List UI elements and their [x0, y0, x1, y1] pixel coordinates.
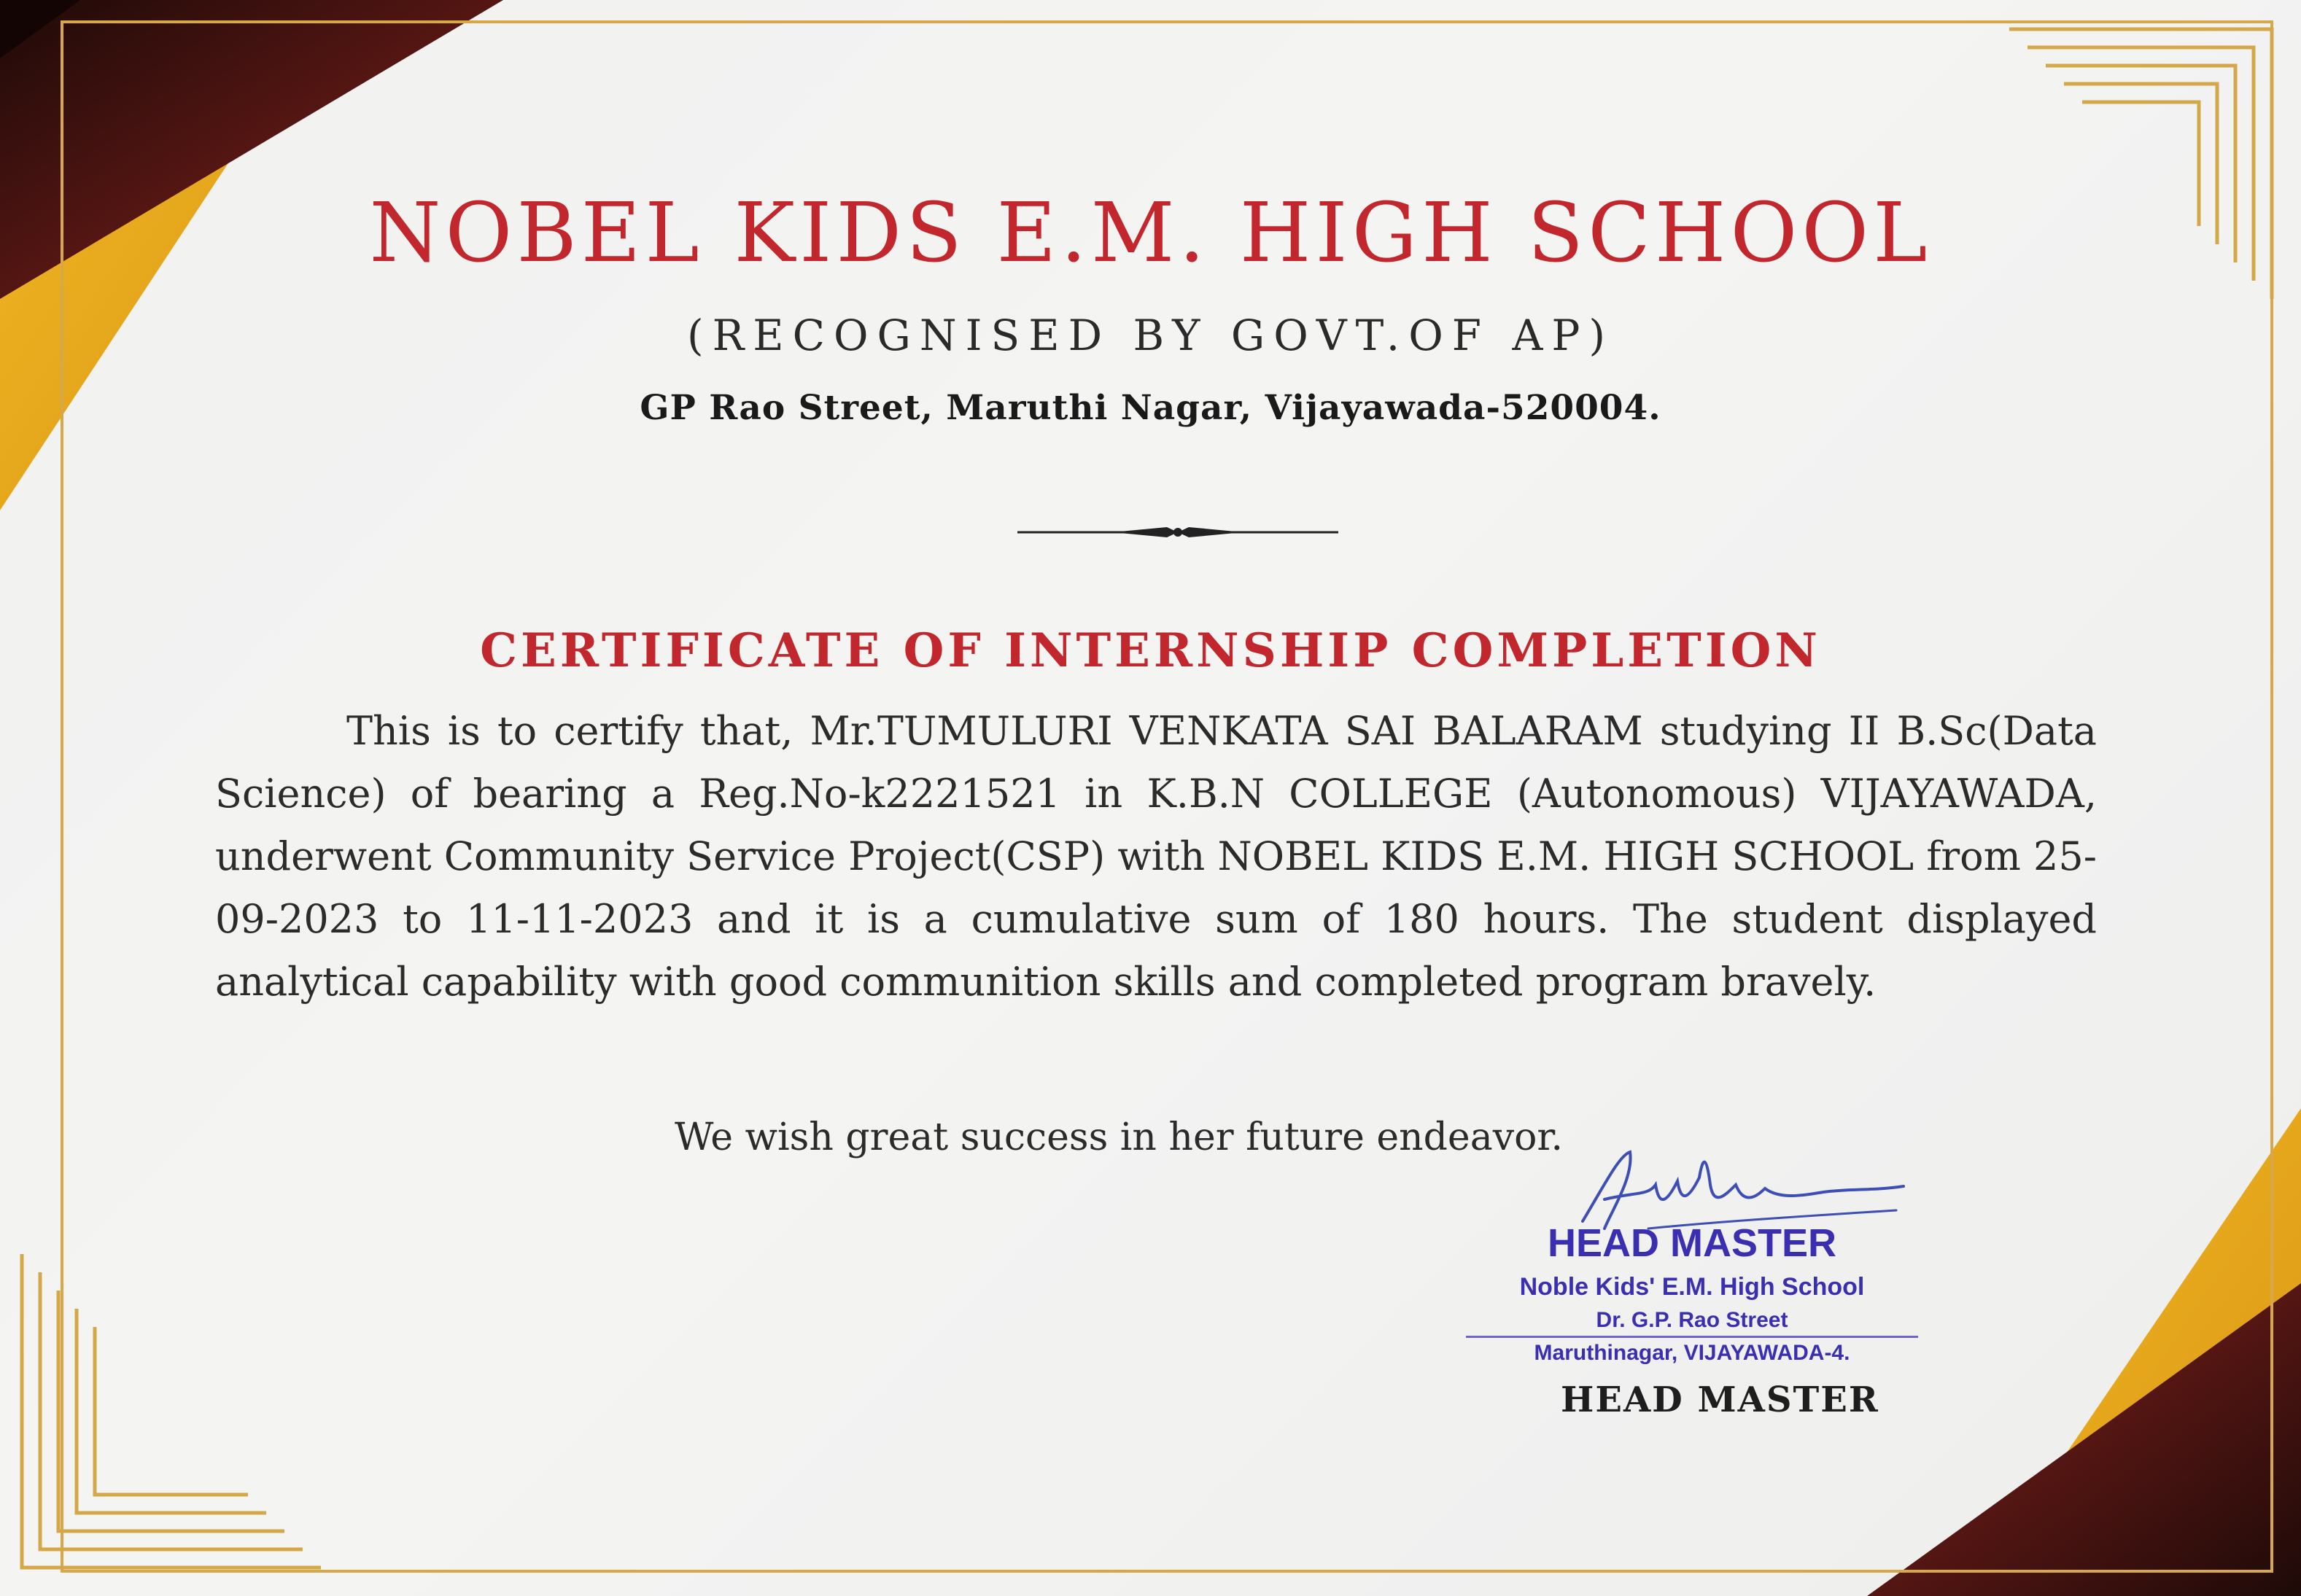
school-name: NOBEL KIDS E.M. HIGH SCHOOL — [369, 186, 1932, 281]
stamp-school-name: Noble Kids' E.M. High School — [1519, 1273, 1865, 1301]
ornamental-divider — [1017, 518, 1338, 547]
signatory-title: HEAD MASTER — [1561, 1379, 1879, 1420]
certificate-title: CERTIFICATE OF INTERNSHIP COMPLETION — [480, 623, 1821, 678]
stamp-title: HEAD MASTER — [1547, 1221, 1836, 1265]
closing-wish: We wish great success in her future endeavor. — [675, 1116, 1564, 1159]
recognition-line: (RECOGNISED BY GOVT.OF AP) — [686, 311, 1614, 360]
certificate-body: This is to certify that, Mr.TUMULURI VENKATA SAI BALARAM studying II B.Sc(Data Science) of bearing a Reg.No-k2221521 in K.B.N COLLEGE (Autonomous) VIJAYAWADA, underwent Community Service Project(CSP) with NOBEL KIDS E.M. HIGH SCHOOL from 25-09-2023 to 11-11-2023 and it is a cumulative sum of 180 hours. The student displayed analytical capability with good communition skills and completed program bravely. — [215, 708, 2097, 1005]
stamp-locality: Maruthinagar, VIJAYAWADA-4. — [1466, 1336, 1918, 1369]
stamp-street: Dr. G.P. Rao Street — [1596, 1308, 1788, 1332]
corner-lines-bottom-left — [22, 1254, 321, 1568]
school-address: GP Rao Street, Maruthi Nagar, Vijayawada-520004. — [640, 388, 1661, 428]
head-master-stamp — [1459, 1218, 1925, 1369]
